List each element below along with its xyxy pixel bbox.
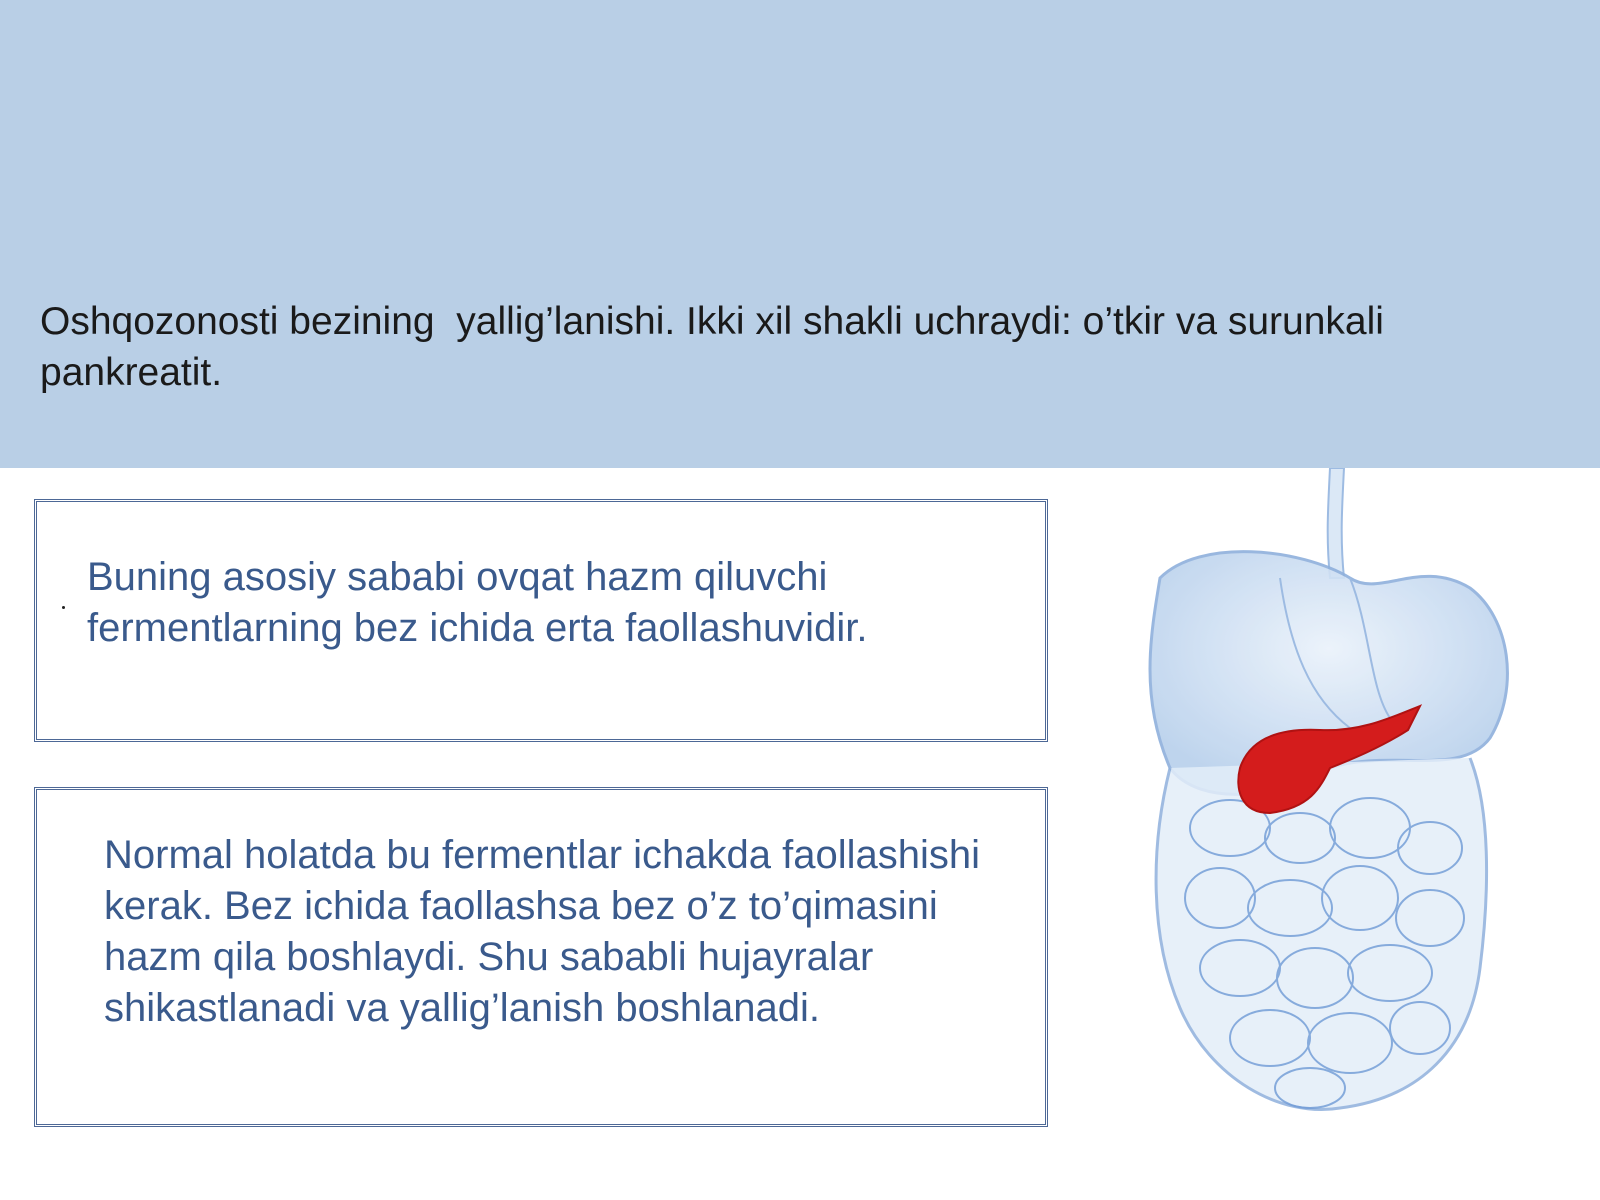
esophagus [1328,468,1344,578]
digestive-system-illustration [1140,468,1560,1148]
info-box-mechanism [34,787,1048,1127]
slide-title: Oshqozonosti bezining yallig’lanishi. Ikki xil shakli uchraydi: o’tkir va surunkali pankreatit. [40,300,1395,394]
info-box-mechanism-text: Normal holatda bu fermentlar ichakda faollashishi kerak. Bez ichida faollashsa bez o’z to’qimasini hazm qila boshlaydi. Shu sababli hujayralar shikastlanadi va yallig’lanish boshlanadi. [104,833,981,1030]
info-box-cause-text: Buning asosiy sababi ovqat hazm qiluvchi fermentlarning bez ichida erta faollashuvidir. [87,555,868,650]
digestive-system-svg [1140,468,1560,1148]
intestines-outline [1156,758,1487,1110]
bullet-dot [62,606,65,609]
info-box-cause [34,499,1048,742]
